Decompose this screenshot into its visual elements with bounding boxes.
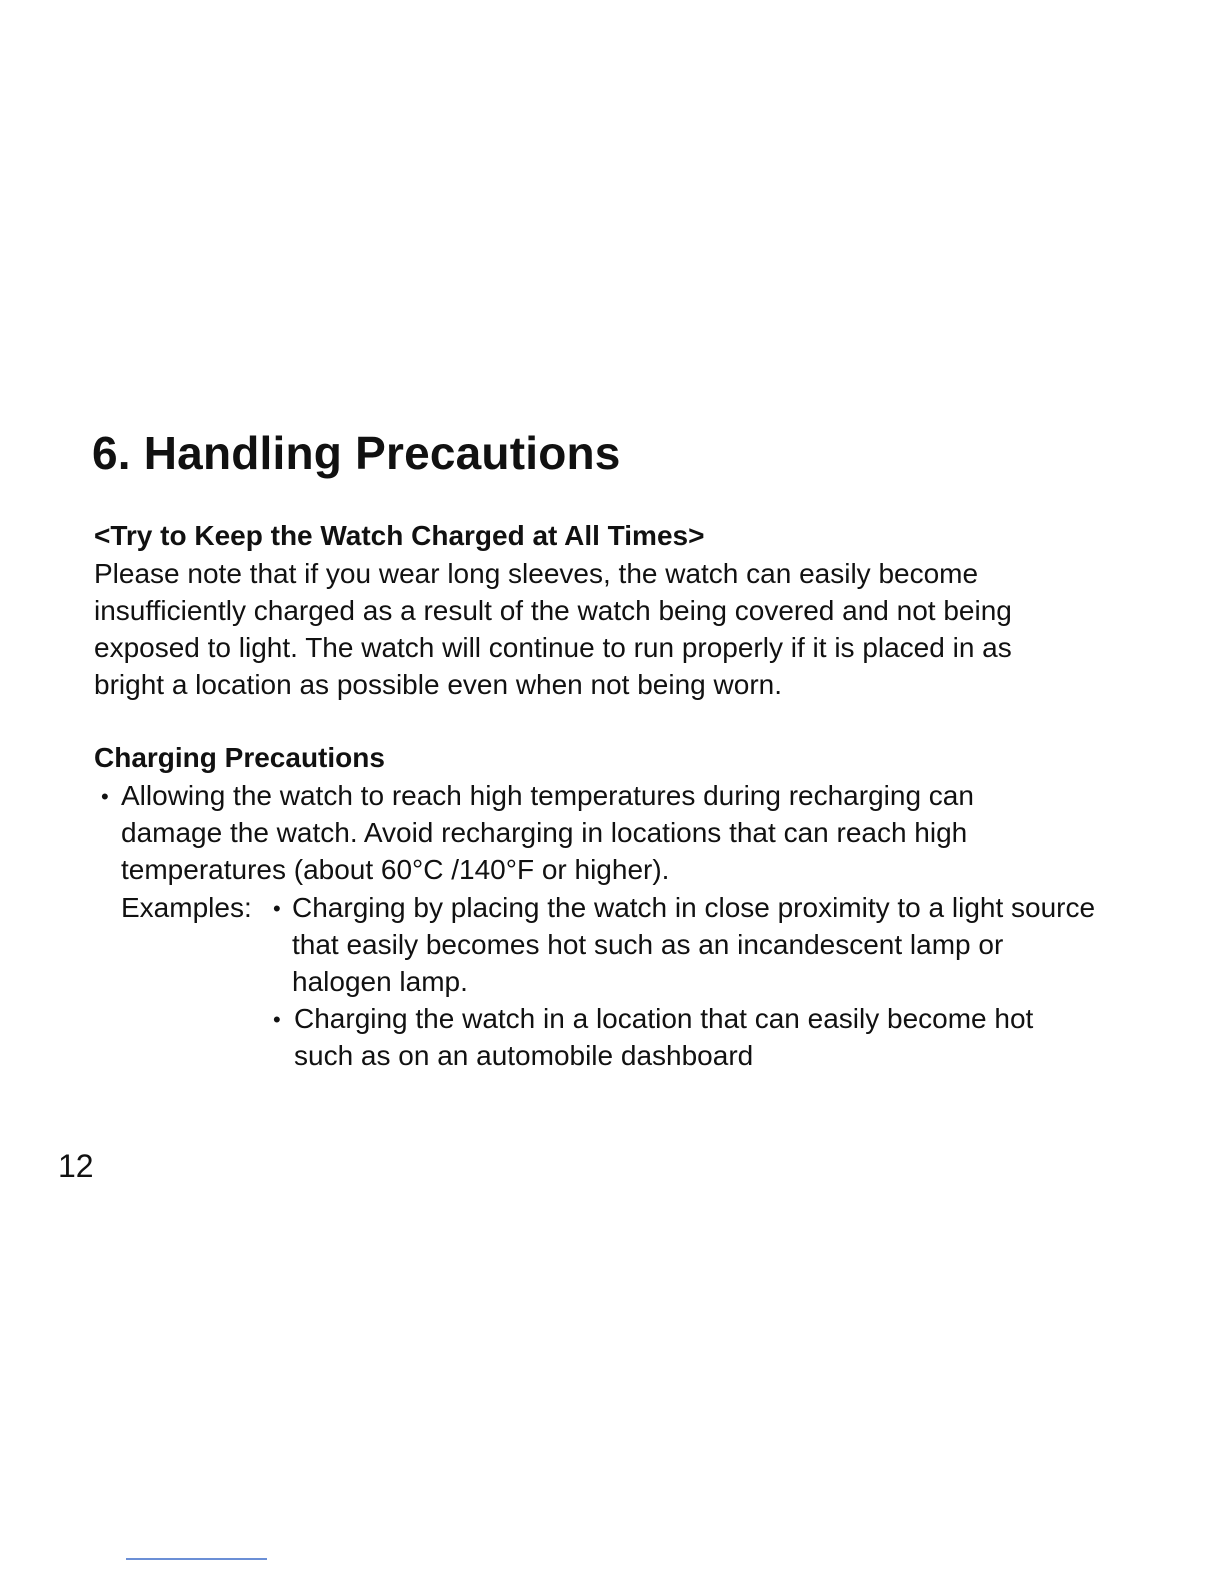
example-2-line-1: Charging the watch in a location that can easily become hot — [294, 1003, 1034, 1034]
example-2-line-2: such as on an automobile dashboard — [294, 1040, 754, 1071]
examples-label: Examples: — [121, 892, 252, 923]
example-2-bullet: • — [273, 1007, 281, 1032]
page-number: 12 — [58, 1148, 94, 1184]
precaution-line-3: temperatures (about 60°C /140°F or higher). — [121, 854, 670, 885]
precaution-line-1: Allowing the watch to reach high temperatures during recharging can — [121, 780, 974, 811]
example-1-line-2: that easily becomes hot such as an incandescent lamp or — [292, 929, 1004, 960]
example-1-line-3: halogen lamp. — [292, 966, 468, 997]
charging-precautions-heading: Charging Precautions — [94, 742, 385, 773]
charged-text-line-2: insufficiently charged as a result of the watch being covered and not being — [94, 595, 1012, 626]
footer-rule — [126, 1558, 267, 1560]
charged-text-line-1: Please note that if you wear long sleeves, the watch can easily become — [94, 558, 979, 589]
charged-text-line-4: bright a location as possible even when not being worn. — [94, 669, 782, 700]
charged-text-line-3: exposed to light. The watch will continue to run properly if it is placed in as — [94, 632, 1012, 663]
example-1-bullet: • — [273, 896, 281, 921]
charged-heading: <Try to Keep the Watch Charged at All Times> — [94, 520, 705, 551]
example-1-line-1: Charging by placing the watch in close proximity to a light source — [292, 892, 1096, 923]
precaution-line-2: damage the watch. Avoid recharging in locations that can reach high — [121, 817, 968, 848]
precaution-bullet: • — [101, 784, 109, 809]
page-title: 6. Handling Precautions — [92, 427, 621, 479]
